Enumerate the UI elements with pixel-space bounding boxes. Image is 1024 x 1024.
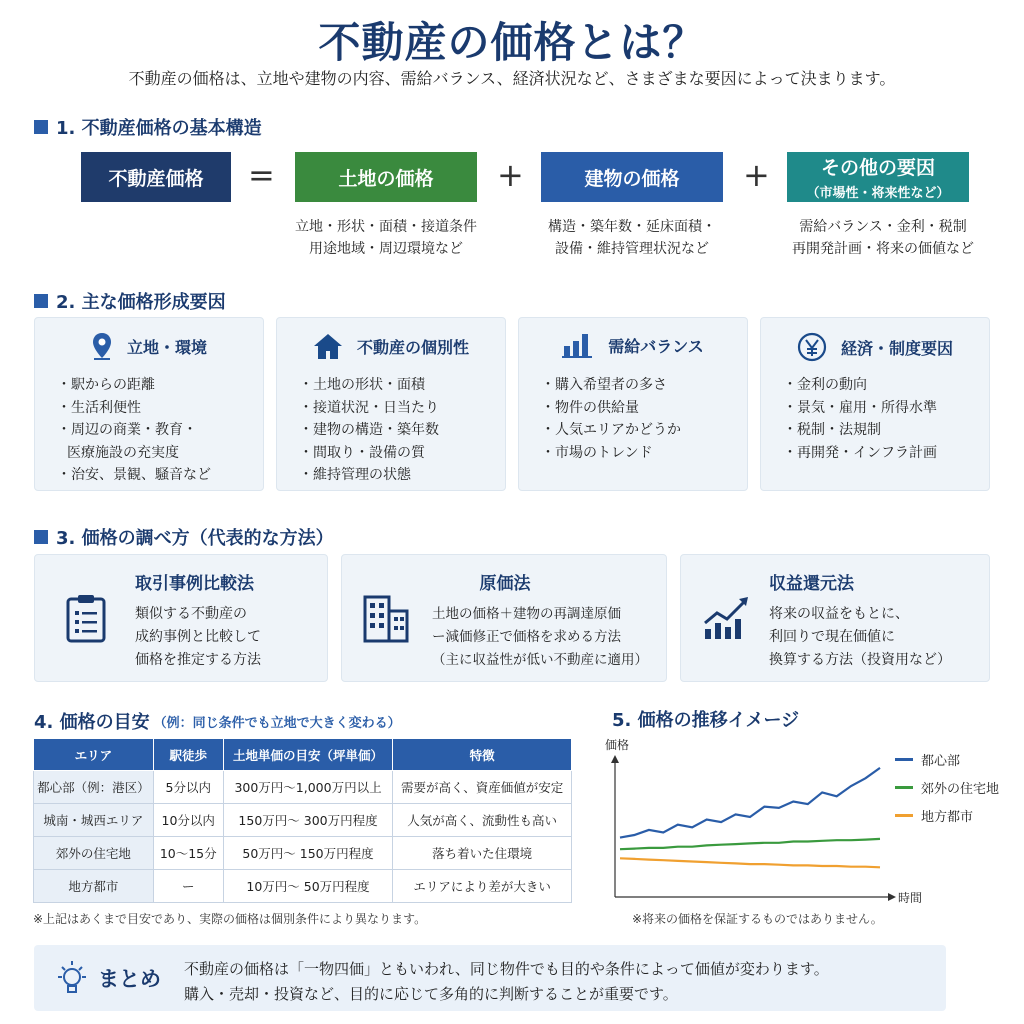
plus-sign: +: [497, 156, 524, 194]
section3-heading: 3. 価格の調べ方（代表的な方法）: [34, 524, 334, 550]
column-header: 土地単価の目安（坪単価）: [223, 739, 393, 771]
y-axis-arrow: [611, 755, 619, 763]
trend-up-icon: [701, 593, 751, 643]
legend-item-downtown: 都心部: [895, 750, 960, 769]
column-header: エリア: [34, 739, 154, 771]
section4-heading: 4. 価格の目安 （例：同じ条件でも立地で大きく変わる）: [34, 712, 401, 733]
total-price-box: 不動産価格: [81, 152, 231, 202]
land-price-box: 土地の価格: [295, 152, 477, 202]
series-line-1: [620, 839, 880, 849]
factor-list: ・土地の形状・面積 ・接道状況・日当たり ・建物の構造・築年数 ・間取り・設備の質 ・維持管理の状態: [299, 377, 439, 483]
factor-card-individuality: 不動産の個別性 ・土地の形状・面積 ・接道状況・日当たり ・建物の構造・築年数 ・間取り・設備の質 ・維持管理の状態: [276, 317, 506, 491]
land-description: 立地・形状・面積・接道条件 用途地域・周辺環境など: [295, 219, 477, 257]
other-factors-box: その他の要因 （市場性・将来性など）: [787, 152, 969, 202]
equals-sign: =: [248, 156, 275, 194]
yen-icon: [797, 332, 827, 362]
other-description: 需給バランス・金利・税制 再開発計画・将来の価値など: [792, 219, 974, 257]
series-line-0: [620, 768, 880, 838]
summary-text: 不動産の価格は「一物四価」ともいわれ、同じ物件でも目的や条件によって価値が変わります。 購入・売却・投資など、目的に応じて多角的に判断することが重要です。: [184, 960, 829, 1003]
section-marker: [34, 294, 48, 308]
building-icon: [362, 593, 410, 643]
legend-swatch: [895, 814, 913, 817]
price-guide-table: [33, 738, 572, 903]
method-card-comparison: 取引事例比較法 類似する不動産の 成約事例と比較して 価格を推定する方法: [34, 554, 328, 682]
section2-heading: 2. 主な価格形成要因: [34, 288, 226, 314]
factor-card-supply-demand: 需給バランス ・購入希望者の多さ ・物件の供給量 ・人気エリアかどうか ・市場のトレンド: [518, 317, 748, 491]
factor-list: ・購入希望者の多さ ・物件の供給量 ・人気エリアかどうか ・市場のトレンド: [541, 377, 681, 461]
clipboard-icon: [65, 593, 107, 643]
column-header: 駅徒歩: [153, 739, 223, 771]
table-row: 地方都市 ー 10万円〜 50万円程度 エリアにより差が大きい: [34, 870, 572, 903]
series-layer: [620, 768, 880, 867]
factor-list: ・駅からの距離 ・生活利便性 ・周辺の商業・教育・ 医療施設の充実度 ・治安、景観、騒音など: [57, 377, 211, 483]
series-line-2: [620, 858, 880, 867]
section1-heading: 1. 不動産価格の基本構造: [34, 114, 262, 140]
page-title: 不動産の価格とは？: [318, 18, 706, 67]
method-card-cost: 原価法 土地の価格＋建物の再調達原価 ー減価修正で価格を求める方法 （主に収益性が低い不動産に適用）: [341, 554, 667, 682]
bar-chart-icon: [562, 332, 594, 358]
legend-item-regional: 地方都市: [895, 806, 973, 825]
section-marker: [34, 120, 48, 134]
section5-heading: 5. 価格の推移イメージ: [612, 710, 800, 731]
factor-card-economy: 経済・制度要因 ・金利の動向 ・景気・雇用・所得水準 ・税制・法規制 ・再開発・インフラ計画: [760, 317, 990, 491]
x-axis-arrow: [888, 893, 896, 901]
page-subtitle: 不動産の価格は、立地や建物の内容、需給バランス、経済状況など、さまざまな要因によって決まります。: [128, 69, 896, 88]
section-marker: [34, 530, 48, 544]
method-card-income: 収益還元法 将来の収益をもとに、 利回りで現在価値に 換算する方法（投資用など）: [680, 554, 990, 682]
legend-swatch: [895, 786, 913, 789]
plus-sign: +: [743, 156, 770, 194]
column-header: 特徴: [393, 739, 572, 771]
table-row: 都心部（例：港区） 5分以内 300万円〜1,000万円以上 需要が高く、資産価値が安定: [34, 771, 572, 804]
building-price-box: 建物の価格: [541, 152, 723, 202]
table-row: 郊外の住宅地 10〜15分 50万円〜 150万円程度 落ち着いた住環境: [34, 837, 572, 870]
factor-list: ・金利の動向 ・景気・雇用・所得水準 ・税制・法規制 ・再開発・インフラ計画: [783, 377, 937, 461]
summary-box: [34, 945, 946, 1011]
table-note: ※上記はあくまで目安であり、実際の価格は個別条件により異なります。: [33, 912, 427, 926]
table-row: 城南・城西エリア 10分以内 150万円〜 300万円程度 人気が高く、流動性も高い: [34, 804, 572, 837]
summary-label: まとめ: [98, 967, 161, 991]
building-description: 構造・築年数・延床面積・ 設備・維持管理状況など: [548, 219, 716, 257]
price-trend-chart: [600, 735, 923, 905]
legend-item-suburb: 郊外の住宅地: [895, 778, 999, 797]
house-icon: [313, 332, 343, 360]
legend-swatch: [895, 758, 913, 761]
x-axis-label: 時間: [898, 891, 923, 905]
lightbulb-icon: [54, 959, 90, 997]
y-axis-label: 価格: [605, 738, 630, 752]
map-pin-icon: [91, 332, 113, 360]
factor-card-location: 立地・環境 ・駅からの距離 ・生活利便性 ・周辺の商業・教育・ 医療施設の充実度 ・治安、景観、騒音など: [34, 317, 264, 491]
chart-note: ※将来の価格を保証するものではありません。: [632, 912, 883, 926]
table-header-row: [34, 739, 572, 771]
